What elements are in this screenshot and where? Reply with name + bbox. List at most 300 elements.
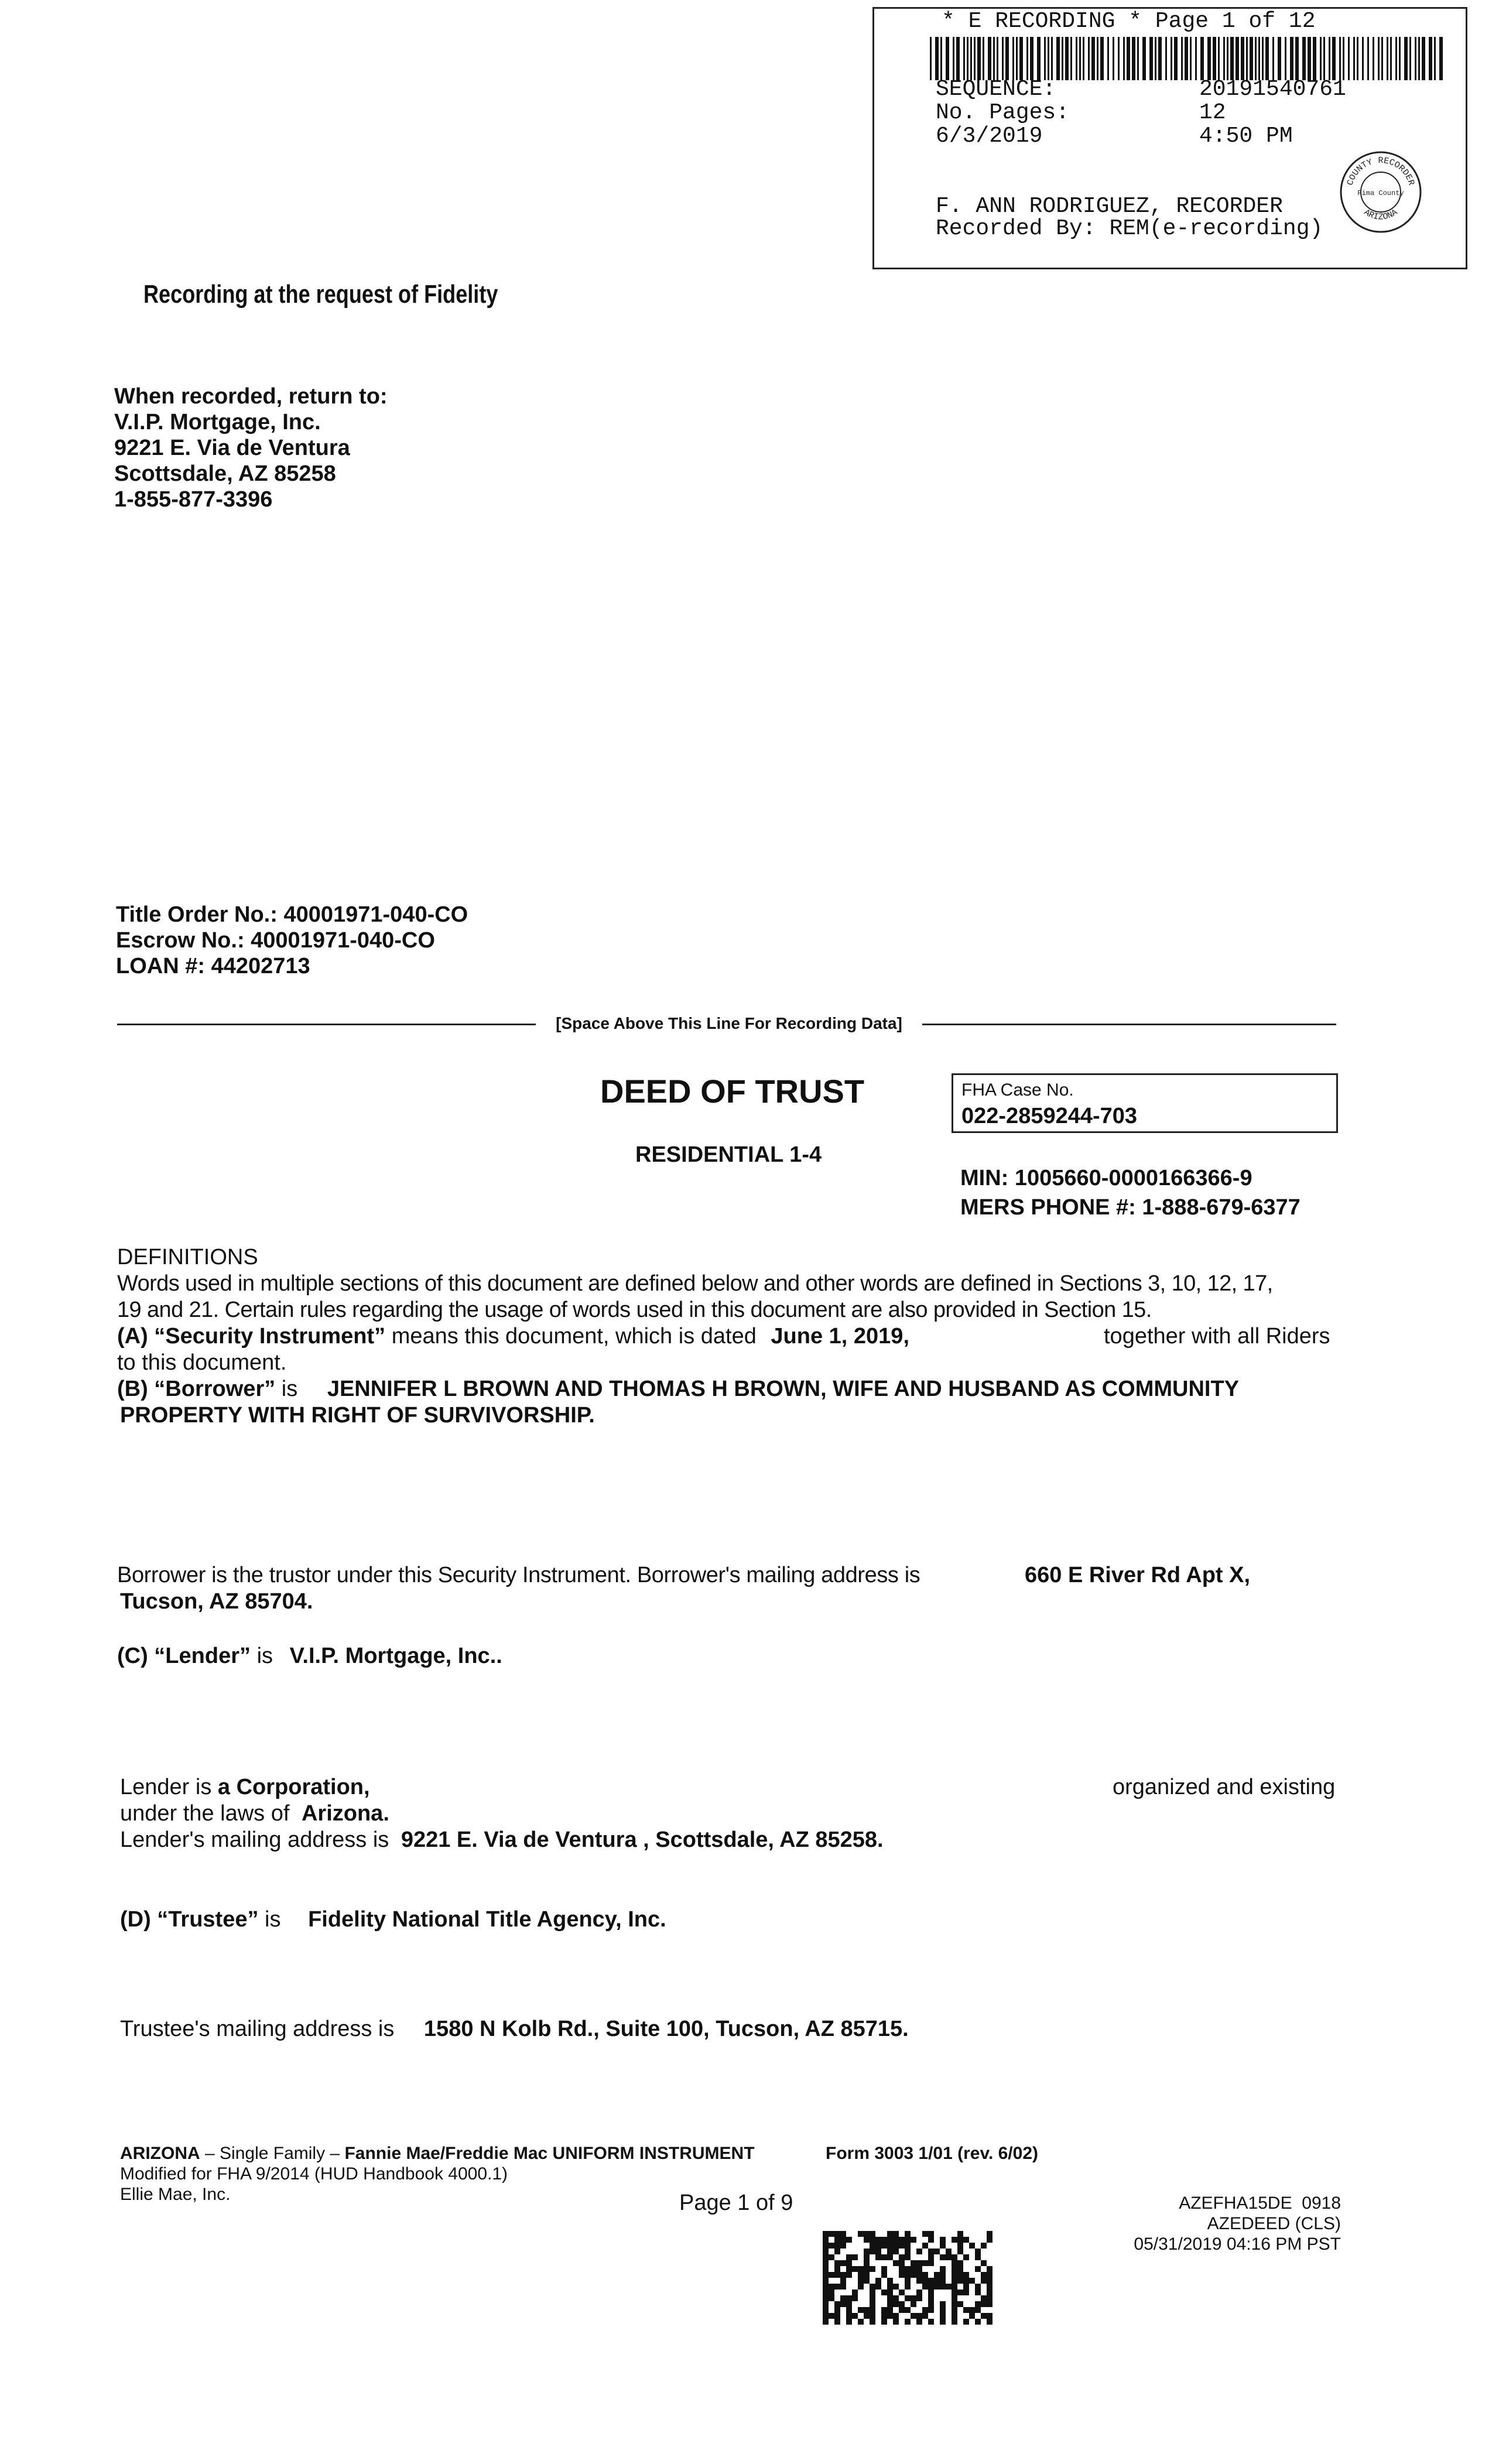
- barcode-module: [846, 2295, 852, 2301]
- barcode-bar: [1200, 37, 1204, 80]
- fha-case-box: [952, 1073, 1338, 1133]
- barcode-bar: [1165, 37, 1167, 80]
- barcode-module: [870, 2237, 875, 2243]
- barcode-module: [952, 2290, 957, 2295]
- barcode-module: [916, 2266, 922, 2272]
- barcode-bar: [1395, 37, 1397, 80]
- barcode-module: [881, 2254, 887, 2260]
- sequence-value: 20191540761: [1199, 77, 1346, 102]
- barcode-module: [952, 2278, 957, 2284]
- barcode-module: [987, 2313, 993, 2319]
- barcode-module: [940, 2266, 946, 2272]
- barcode-bar: [993, 37, 995, 80]
- barcode-bar: [1065, 37, 1069, 80]
- barcode-module: [957, 2301, 963, 2307]
- barcode-module: [905, 2319, 911, 2325]
- barcode-bar: [1223, 37, 1225, 80]
- definition-a-text: means this document, which is dated: [391, 1324, 757, 1349]
- barcode-module: [893, 2319, 899, 2325]
- barcode-module: [881, 2307, 887, 2313]
- barcode-module: [952, 2266, 957, 2272]
- barcode-module: [957, 2278, 963, 2284]
- barcode-module: [928, 2260, 934, 2266]
- barcode-module: [969, 2307, 975, 2313]
- barcode-module: [975, 2254, 981, 2260]
- barcode-module: [870, 2284, 875, 2290]
- borrower-names-line-2: PROPERTY WITH RIGHT OF SURVIVORSHIP.: [120, 1403, 595, 1428]
- lender-name: V.I.P. Mortgage, Inc..: [289, 1644, 502, 1668]
- barcode-module: [981, 2295, 987, 2301]
- lender-state: Arizona.: [301, 1801, 389, 1826]
- barcode-bar: [1062, 37, 1063, 80]
- barcode-bar: [1241, 37, 1244, 80]
- min-number: MIN: 1005660-0000166366-9: [960, 1166, 1252, 1190]
- barcode-module: [975, 2249, 981, 2254]
- barcode-module: [922, 2284, 928, 2290]
- barcode-module: [957, 2260, 963, 2266]
- barcode-module: [846, 2260, 852, 2266]
- barcode-module: [899, 2290, 905, 2295]
- barcode-module: [864, 2266, 870, 2272]
- barcode-bar: [1218, 37, 1220, 80]
- definition-b-label: (B) “Borrower”: [117, 1377, 276, 1401]
- barcode-bar: [1123, 37, 1125, 80]
- barcode-module: [887, 2313, 893, 2319]
- barcode-bar: [1002, 37, 1004, 80]
- barcode-module: [870, 2231, 875, 2237]
- barcode-bar: [1329, 37, 1330, 80]
- barcode-module: [963, 2278, 969, 2284]
- definitions-intro-line-2: 19 and 21. Certain rules regarding the usage of words used in this document are also provided in Section 15.: [117, 1298, 1152, 1322]
- barcode-module: [934, 2278, 940, 2284]
- barcode-module: [870, 2301, 875, 2307]
- barcode-module: [981, 2260, 987, 2266]
- recording-stamp: [872, 7, 1467, 269]
- barcode-module: [928, 2307, 934, 2313]
- seal-text-center: Pima County: [1357, 189, 1404, 197]
- form-description: [120, 2143, 755, 2164]
- barcode-module: [957, 2249, 963, 2254]
- barcode-bar: [1185, 37, 1188, 80]
- barcode-bar: [1132, 37, 1135, 80]
- barcode-module: [823, 2249, 829, 2254]
- barcode-module: [870, 2266, 875, 2272]
- barcode-bar: [977, 37, 981, 80]
- barcode-bar: [1190, 37, 1192, 80]
- return-to-street: 9221 E. Via de Ventura: [114, 436, 350, 460]
- barcode-module: [823, 2272, 829, 2278]
- barcode-module: [829, 2284, 834, 2290]
- barcode-bar: [1418, 37, 1420, 80]
- barcode-module: [934, 2249, 940, 2254]
- barcode-module: [870, 2313, 875, 2319]
- trustee-mailing-address: 1580 N Kolb Rd., Suite 100, Tucson, AZ 85715.: [423, 2017, 909, 2041]
- under-laws-label: under the laws of: [120, 1801, 290, 1826]
- barcode-module: [858, 2307, 864, 2313]
- barcode-module: [887, 2301, 893, 2307]
- barcode-module: [922, 2278, 928, 2284]
- barcode-bar: [1091, 37, 1095, 80]
- barcode-module: [922, 2243, 928, 2249]
- definition-a-tail: together with all Riders: [1104, 1324, 1330, 1349]
- barcode-module: [987, 2272, 993, 2278]
- barcode-module: [957, 2243, 963, 2249]
- barcode-module: [823, 2231, 829, 2237]
- barcode-module: [916, 2260, 922, 2266]
- barcode-module: [975, 2266, 981, 2272]
- barcode-bar: [1155, 37, 1156, 80]
- barcode-bar: [1285, 37, 1286, 80]
- barcode-bar: [1118, 37, 1120, 80]
- barcode-module: [864, 2278, 870, 2284]
- definition-c: [117, 1643, 502, 1669]
- barcode-module: [963, 2272, 969, 2278]
- barcode-module: [893, 2231, 899, 2237]
- barcode-module: [899, 2307, 905, 2313]
- definition-d: [120, 1907, 666, 1932]
- barcode-module: [864, 2307, 870, 2313]
- barcode-module: [823, 2319, 829, 2325]
- barcode-module: [928, 2295, 934, 2301]
- barcode-module: [881, 2290, 887, 2295]
- barcode-module: [928, 2237, 934, 2243]
- barcode-module: [858, 2319, 864, 2325]
- barcode-module: [928, 2284, 934, 2290]
- lender-entity-type: a Corporation,: [217, 1775, 370, 1799]
- barcode-module: [834, 2249, 840, 2254]
- barcode-bar: [1083, 37, 1084, 80]
- barcode-module: [940, 2313, 946, 2319]
- barcode-module: [864, 2231, 870, 2237]
- barcode-module: [922, 2307, 928, 2313]
- recording-space-divider: [117, 1012, 1336, 1035]
- barcode-module: [940, 2254, 946, 2260]
- barcode-module: [870, 2295, 875, 2301]
- definition-c-label: (C) “Lender”: [117, 1644, 251, 1668]
- barcode-module: [887, 2231, 893, 2237]
- lender-mailing-line: [120, 1827, 884, 1853]
- barcode-bar: [1390, 37, 1392, 80]
- barcode-module: [834, 2266, 840, 2272]
- barcode-module: [963, 2307, 969, 2313]
- definitions-heading: DEFINITIONS: [117, 1245, 258, 1269]
- barcode-module: [946, 2284, 952, 2290]
- mers-phone: MERS PHONE #: 1-888-679-6377: [960, 1195, 1300, 1220]
- definition-c-is: is: [256, 1644, 273, 1668]
- barcode-module: [823, 2307, 829, 2313]
- barcode-module: [975, 2301, 981, 2307]
- barcode-module: [858, 2278, 864, 2284]
- form-number: Form 3003 1/01 (rev. 6/02): [826, 2144, 1038, 2163]
- barcode-bar: [1149, 37, 1153, 80]
- barcode-module: [957, 2231, 963, 2237]
- barcode-module: [852, 2266, 858, 2272]
- barcode-bar: [940, 37, 942, 80]
- barcode-module: [905, 2243, 911, 2249]
- definition-b: [117, 1376, 1239, 1402]
- barcode-module: [916, 2319, 922, 2325]
- barcode-module: [916, 2278, 922, 2284]
- barcode-module: [940, 2307, 946, 2313]
- barcode-module: [864, 2313, 870, 2319]
- barcode-bar: [1158, 37, 1162, 80]
- barcode-bar: [1051, 37, 1053, 80]
- barcode-bar: [1353, 37, 1355, 80]
- barcode-module: [887, 2307, 893, 2313]
- barcode-module: [952, 2260, 957, 2266]
- barcode-module: [875, 2237, 881, 2243]
- barcode-module: [852, 2295, 858, 2301]
- barcode-module: [957, 2290, 963, 2295]
- organized-existing: organized and existing: [1113, 1775, 1336, 1799]
- barcode-module: [846, 2272, 852, 2278]
- barcode-bar: [1302, 37, 1306, 80]
- definitions-intro-line-1: Words used in multiple sections of this document are defined below and other words are defined in Sections 3, 10, 12, 17,: [117, 1271, 1273, 1296]
- barcode-module: [905, 2237, 911, 2243]
- definition-d-is: is: [265, 1907, 281, 1932]
- lender-entity-line: [120, 1774, 370, 1800]
- barcode-module: [858, 2272, 864, 2278]
- loan-number: LOAN #: 44202713: [116, 954, 310, 978]
- form-vendor: Ellie Mae, Inc.: [120, 2185, 231, 2204]
- barcode-module: [852, 2290, 858, 2295]
- barcode-module: [987, 2319, 993, 2325]
- barcode-module: [840, 2243, 846, 2249]
- barcode-module: [875, 2254, 881, 2260]
- barcode-bar: [1195, 37, 1197, 80]
- barcode-bar: [930, 37, 932, 80]
- barcode-bar: [1255, 37, 1257, 80]
- barcode-module: [981, 2301, 987, 2307]
- barcode-bar: [1037, 37, 1041, 80]
- barcode-module: [987, 2301, 993, 2307]
- barcode-module: [905, 2249, 911, 2254]
- barcode-bar: [1290, 37, 1293, 80]
- barcode-bar: [1262, 37, 1264, 80]
- barcode-module: [952, 2254, 957, 2260]
- barcode-module: [840, 2272, 846, 2278]
- barcode-bar: [1387, 37, 1388, 80]
- definition-a-tail-2: to this document.: [117, 1350, 287, 1375]
- trustee-mailing-label: Trustee's mailing address is: [120, 2017, 395, 2041]
- barcode-bar: [1409, 37, 1411, 80]
- barcode-module: [834, 2319, 840, 2325]
- barcode-module: [957, 2266, 963, 2272]
- barcode-module: [823, 2243, 829, 2249]
- barcode-module: [934, 2272, 940, 2278]
- barcode-bar: [1362, 37, 1364, 80]
- barcode-bar: [1005, 37, 1009, 80]
- barcode-module: [911, 2266, 916, 2272]
- return-to-heading: When recorded, return to:: [114, 384, 388, 409]
- barcode-module: [834, 2284, 840, 2290]
- barcode-bar: [1097, 37, 1098, 80]
- barcode-module: [952, 2319, 957, 2325]
- barcode-module: [899, 2266, 905, 2272]
- barcode-module: [834, 2237, 840, 2243]
- escrow-number: Escrow No.: 40001971-040-CO: [116, 928, 435, 953]
- barcode-module: [905, 2254, 911, 2260]
- barcode-bar: [1230, 37, 1234, 80]
- barcode-module: [928, 2249, 934, 2254]
- fha-case-label: FHA Case No.: [961, 1080, 1074, 1100]
- barcode-bar: [946, 37, 949, 80]
- borrower-address-line-2: Tucson, AZ 85704.: [120, 1589, 313, 1614]
- barcode-module: [829, 2313, 834, 2319]
- barcode-module: [887, 2243, 893, 2249]
- barcode-module: [870, 2290, 875, 2295]
- barcode-module: [899, 2243, 905, 2249]
- barcode-module: [940, 2278, 946, 2284]
- fha-case-number: 022-2859244-703: [961, 1104, 1138, 1128]
- definition-a-date: June 1, 2019,: [771, 1324, 909, 1349]
- barcode-bar: [1246, 37, 1248, 80]
- barcode-module: [870, 2243, 875, 2249]
- barcode-bar: [1373, 37, 1374, 80]
- barcode-bar: [1113, 37, 1114, 80]
- barcode-module: [946, 2254, 952, 2260]
- barcode-module: [823, 2260, 829, 2266]
- barcode-module: [870, 2307, 875, 2313]
- lender-mailing-address: 9221 E. Via de Ventura , Scottsdale, AZ 85258.: [401, 1828, 884, 1852]
- barcode-bar: [997, 37, 998, 80]
- barcode-bar: [1429, 37, 1432, 80]
- barcode-bar: [1332, 37, 1336, 80]
- barcode-bar: [983, 37, 984, 80]
- recorder-name: F. ANN RODRIGUEZ, RECORDER: [936, 194, 1283, 219]
- barcode-module: [893, 2243, 899, 2249]
- barcode-bar: [1019, 37, 1023, 80]
- definition-b-is: is: [281, 1377, 298, 1401]
- barcode-module: [911, 2301, 916, 2307]
- barcode-module: [916, 2290, 922, 2295]
- barcode-module: [952, 2301, 957, 2307]
- barcode-module: [940, 2319, 946, 2325]
- barcode-module: [946, 2249, 952, 2254]
- barcode-module: [864, 2237, 870, 2243]
- barcode-module: [952, 2284, 957, 2290]
- barcode-bar: [1415, 37, 1416, 80]
- sequence-label: SEQUENCE:: [936, 77, 1056, 102]
- barcode-module: [981, 2278, 987, 2284]
- barcode-module: [858, 2231, 864, 2237]
- barcode-bar: [1258, 37, 1260, 80]
- barcode-module: [940, 2272, 946, 2278]
- lender-is-label: Lender is: [120, 1775, 212, 1799]
- county-seal: [1337, 148, 1425, 236]
- barcode-bar: [1439, 37, 1443, 80]
- barcode-module: [952, 2307, 957, 2313]
- barcode-module: [987, 2237, 993, 2243]
- barcode-module: [916, 2272, 922, 2278]
- barcode-module: [940, 2301, 946, 2307]
- barcode-module: [905, 2231, 911, 2237]
- barcode-bar: [1348, 37, 1350, 80]
- barcode-bar: [988, 37, 991, 80]
- form-code-2: AZEDEED (CLS): [1207, 2214, 1341, 2233]
- barcode-module: [846, 2237, 852, 2243]
- barcode-module: [829, 2272, 834, 2278]
- barcode-module: [940, 2237, 946, 2243]
- barcode-bar: [1381, 37, 1383, 80]
- barcode-module: [887, 2284, 893, 2290]
- definition-a: [117, 1323, 909, 1349]
- barcode-module: [905, 2295, 911, 2301]
- barcode-module: [870, 2319, 875, 2325]
- barcode-module: [823, 2301, 829, 2307]
- barcode-bar: [1320, 37, 1322, 80]
- barcode-module: [823, 2266, 829, 2272]
- barcode-bar: [1142, 37, 1146, 80]
- barcode-bar: [1367, 37, 1369, 80]
- barcode-module: [834, 2243, 840, 2249]
- barcode-module: [893, 2237, 899, 2243]
- definition-a-label: (A) “Security Instrument”: [117, 1324, 386, 1349]
- pages-label: No. Pages:: [936, 100, 1070, 125]
- barcode-module: [940, 2284, 946, 2290]
- barcode-module: [957, 2237, 963, 2243]
- barcode-module: [829, 2243, 834, 2249]
- barcode-bar: [1181, 37, 1183, 80]
- seal-text-top: COUNTY RECORDER: [1345, 156, 1416, 187]
- barcode-module: [963, 2254, 969, 2260]
- barcode-module: [975, 2290, 981, 2295]
- trustee-name: Fidelity National Title Agency, Inc.: [308, 1907, 666, 1932]
- lender-state-line: [120, 1801, 389, 1826]
- barcode-module: [846, 2266, 852, 2272]
- barcode-bar: [1012, 37, 1014, 80]
- barcode-module: [981, 2313, 987, 2319]
- barcode-module: [911, 2237, 916, 2243]
- barcode-module: [840, 2295, 846, 2301]
- barcode-module: [963, 2284, 969, 2290]
- barcode-module: [875, 2243, 881, 2249]
- barcode-bar: [1213, 37, 1216, 80]
- barcode-module: [846, 2313, 852, 2319]
- barcode-module: [829, 2295, 834, 2301]
- barcode-bar: [967, 37, 968, 80]
- barcode-module: [969, 2243, 975, 2249]
- barcode-bar: [1056, 37, 1060, 80]
- barcode-bar: [974, 37, 976, 80]
- barcode-module: [875, 2249, 881, 2254]
- return-to-phone: 1-855-877-3396: [114, 487, 273, 512]
- document-2d-barcode: [823, 2231, 993, 2325]
- barcode-module: [957, 2272, 963, 2278]
- barcode-module: [893, 2249, 899, 2254]
- barcode-module: [834, 2307, 840, 2313]
- barcode-module: [881, 2237, 887, 2243]
- barcode-module: [823, 2295, 829, 2301]
- barcode-bar: [1048, 37, 1049, 80]
- barcode-module: [975, 2307, 981, 2313]
- barcode-bar: [956, 37, 960, 80]
- barcode-module: [911, 2295, 916, 2301]
- barcode-module: [899, 2260, 905, 2266]
- barcode-bar: [953, 37, 954, 80]
- barcode-module: [893, 2284, 899, 2290]
- barcode-bar: [1399, 37, 1401, 80]
- borrower-names-line-1: JENNIFER L BROWN AND THOMAS H BROWN, WIFE AND HUSBAND AS COMMUNITY: [327, 1377, 1240, 1401]
- barcode-module: [893, 2313, 899, 2319]
- barcode-module: [934, 2284, 940, 2290]
- barcode-module: [905, 2272, 911, 2278]
- barcode-module: [987, 2295, 993, 2301]
- barcode-bar: [1070, 37, 1072, 80]
- barcode-module: [870, 2249, 875, 2254]
- barcode-module: [916, 2249, 922, 2254]
- divider-rule-right: [922, 1024, 1336, 1025]
